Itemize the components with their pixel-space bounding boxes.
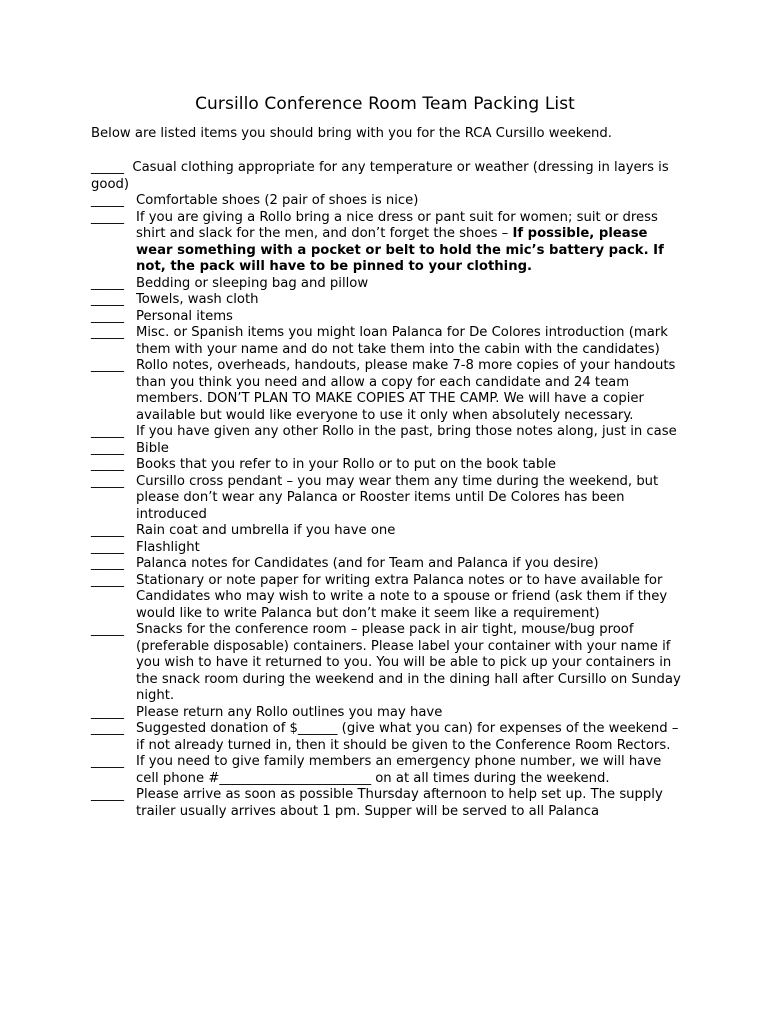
item-text bbox=[136, 210, 681, 276]
checkbox-blank: _____ bbox=[91, 308, 124, 324]
item-text bbox=[136, 523, 681, 540]
list-item bbox=[91, 622, 691, 705]
item-text bbox=[136, 325, 681, 358]
item-text-plain: Cursillo cross pendant – you may wear them any time during the weekend, but please don’t wear any Palanca or Rooster items until De Colores has been introduced bbox=[136, 473, 659, 522]
list-item bbox=[91, 424, 691, 441]
checkbox-blank: _____ bbox=[91, 275, 124, 291]
item-text-plain: Books that you refer to in your Rollo or to put on the book table bbox=[136, 457, 557, 472]
checkbox-blank: _____ bbox=[91, 622, 124, 637]
intro-text: Below are listed items you should bring with you for the RCA Cursillo weekend. bbox=[91, 126, 612, 141]
item-text bbox=[136, 573, 681, 623]
item-text-plain: If you need to give family members an emergency phone number, we will have cell phone #_______________________ on at all times during the weekend. bbox=[136, 754, 662, 786]
item-text-plain: Suggested donation of $______ (give what you can) for expenses of the weekend – if not already turned in, then it should be given to the Conference Room Rectors. bbox=[136, 721, 679, 753]
item-text-plain: Personal items bbox=[136, 308, 233, 324]
item-text bbox=[136, 276, 681, 293]
list-item bbox=[91, 160, 691, 193]
checkbox-blank: _____ bbox=[91, 556, 124, 571]
list-item bbox=[91, 457, 691, 474]
checkbox-blank: _____ bbox=[91, 440, 124, 456]
list-item bbox=[91, 309, 691, 326]
item-text bbox=[136, 705, 681, 722]
page-title: Cursillo Conference Room Team Packing List bbox=[195, 94, 575, 114]
list-item bbox=[91, 556, 691, 573]
item-text-plain: Bedding or sleeping bag and pillow bbox=[136, 275, 369, 291]
item-text-plain: Please return any Rollo outlines you may have bbox=[136, 704, 443, 720]
list-item bbox=[91, 210, 691, 276]
list-item bbox=[91, 358, 691, 424]
item-text-plain: Rollo notes, overheads, handouts, please make 7-8 more copies of your handouts than you think you need and allow a copy for each candidate and 24 team members. DON’T PLAN TO MAKE COPIES AT THE CAMP. We will have a copier available but would like everyone to use it only when absolutely necessary. bbox=[136, 358, 676, 423]
item-text bbox=[136, 622, 681, 705]
checkbox-blank: _____ bbox=[91, 473, 124, 489]
item-text bbox=[136, 787, 681, 820]
list-item bbox=[91, 292, 691, 309]
checkbox-blank: _____ bbox=[91, 523, 124, 538]
item-text-plain: If you are giving a Rollo bring a nice dress or pant suit for women; suit or dress shirt and slack for the men, and don’t forget the shoes – bbox=[136, 209, 658, 241]
checkbox-blank: _____ bbox=[91, 704, 124, 720]
list-item bbox=[91, 573, 691, 623]
checkbox-blank: _____ bbox=[91, 424, 124, 439]
item-text bbox=[136, 721, 681, 754]
item-text-bold: If possible, please wear something with a pocket or belt to hold the mic’s battery pack. If not, the pack will have to be pinned to your clothing. bbox=[136, 226, 664, 274]
list-item bbox=[91, 754, 691, 787]
checkbox-blank: _____ bbox=[91, 193, 124, 208]
checkbox-blank: _____ bbox=[91, 358, 124, 373]
list-item bbox=[91, 705, 691, 722]
item-text bbox=[136, 309, 681, 326]
checkbox-blank: _____ bbox=[91, 292, 124, 307]
checkbox-blank: _____ bbox=[91, 325, 124, 340]
item-text bbox=[136, 193, 681, 210]
checkbox-blank: _____ bbox=[91, 754, 124, 769]
item-text-plain: Towels, wash cloth bbox=[136, 292, 259, 307]
item-text-plain: If you have given any other Rollo in the past, bring those notes along, just in case bbox=[136, 424, 677, 439]
checkbox-blank: _____ bbox=[91, 572, 124, 588]
checkbox-blank: _____ bbox=[91, 539, 124, 555]
checkbox-blank: _____ bbox=[91, 457, 124, 472]
checkbox-blank: _____ bbox=[91, 160, 124, 175]
item-text-plain: Palanca notes for Candidates (and for Team and Palanca if you desire) bbox=[136, 556, 599, 571]
item-text bbox=[136, 556, 681, 573]
item-text-plain: Comfortable shoes (2 pair of shoes is nice) bbox=[136, 193, 419, 208]
item-text-plain: Rain coat and umbrella if you have one bbox=[136, 523, 396, 538]
packing-list bbox=[91, 160, 691, 820]
item-text-plain: Flashlight bbox=[136, 539, 200, 555]
list-item bbox=[91, 787, 691, 820]
item-text bbox=[136, 292, 681, 309]
list-item bbox=[91, 523, 691, 540]
item-text bbox=[136, 424, 681, 441]
item-text bbox=[136, 540, 681, 557]
item-text-plain: Snacks for the conference room – please pack in air tight, mouse/bug proof (preferable disposable) containers. Please label your container with your name if you wish to have it returned to you. You will be able to pick up your containers in the snack room during the weekend and in the dining hall after Cursillo on Sunday night. bbox=[136, 622, 681, 703]
list-item bbox=[91, 721, 691, 754]
checkbox-blank: _____ bbox=[91, 209, 124, 225]
item-text bbox=[136, 754, 681, 787]
checkbox-blank: _____ bbox=[91, 787, 124, 802]
list-item bbox=[91, 325, 691, 358]
list-item bbox=[91, 540, 691, 557]
item-text: Casual clothing appropriate for any temperature or weather (dressing in layers is good) bbox=[91, 160, 669, 192]
list-item bbox=[91, 276, 691, 293]
list-item bbox=[91, 474, 691, 524]
checkbox-blank: _____ bbox=[91, 721, 124, 736]
item-text-plain: Please arrive as soon as possible Thursday afternoon to help set up. The supply trailer usually arrives about 1 pm. Supper will be served to all Palanca bbox=[136, 787, 663, 819]
list-item bbox=[91, 441, 691, 458]
item-text-plain: Stationary or note paper for writing extra Palanca notes or to have available for Candidates who may wish to write a note to a spouse or friend (ask them if they would like to write Palanca but don’t make it seem like a requirement) bbox=[136, 572, 668, 621]
list-item bbox=[91, 193, 691, 210]
item-text-plain: Misc. or Spanish items you might loan Palanca for De Colores introduction (mark them with your name and do not take them into the cabin with the candidates) bbox=[136, 325, 668, 357]
item-text-plain: Bible bbox=[136, 440, 169, 456]
item-text bbox=[136, 441, 681, 458]
item-text bbox=[136, 474, 681, 524]
item-text bbox=[136, 457, 681, 474]
item-text bbox=[136, 358, 681, 424]
